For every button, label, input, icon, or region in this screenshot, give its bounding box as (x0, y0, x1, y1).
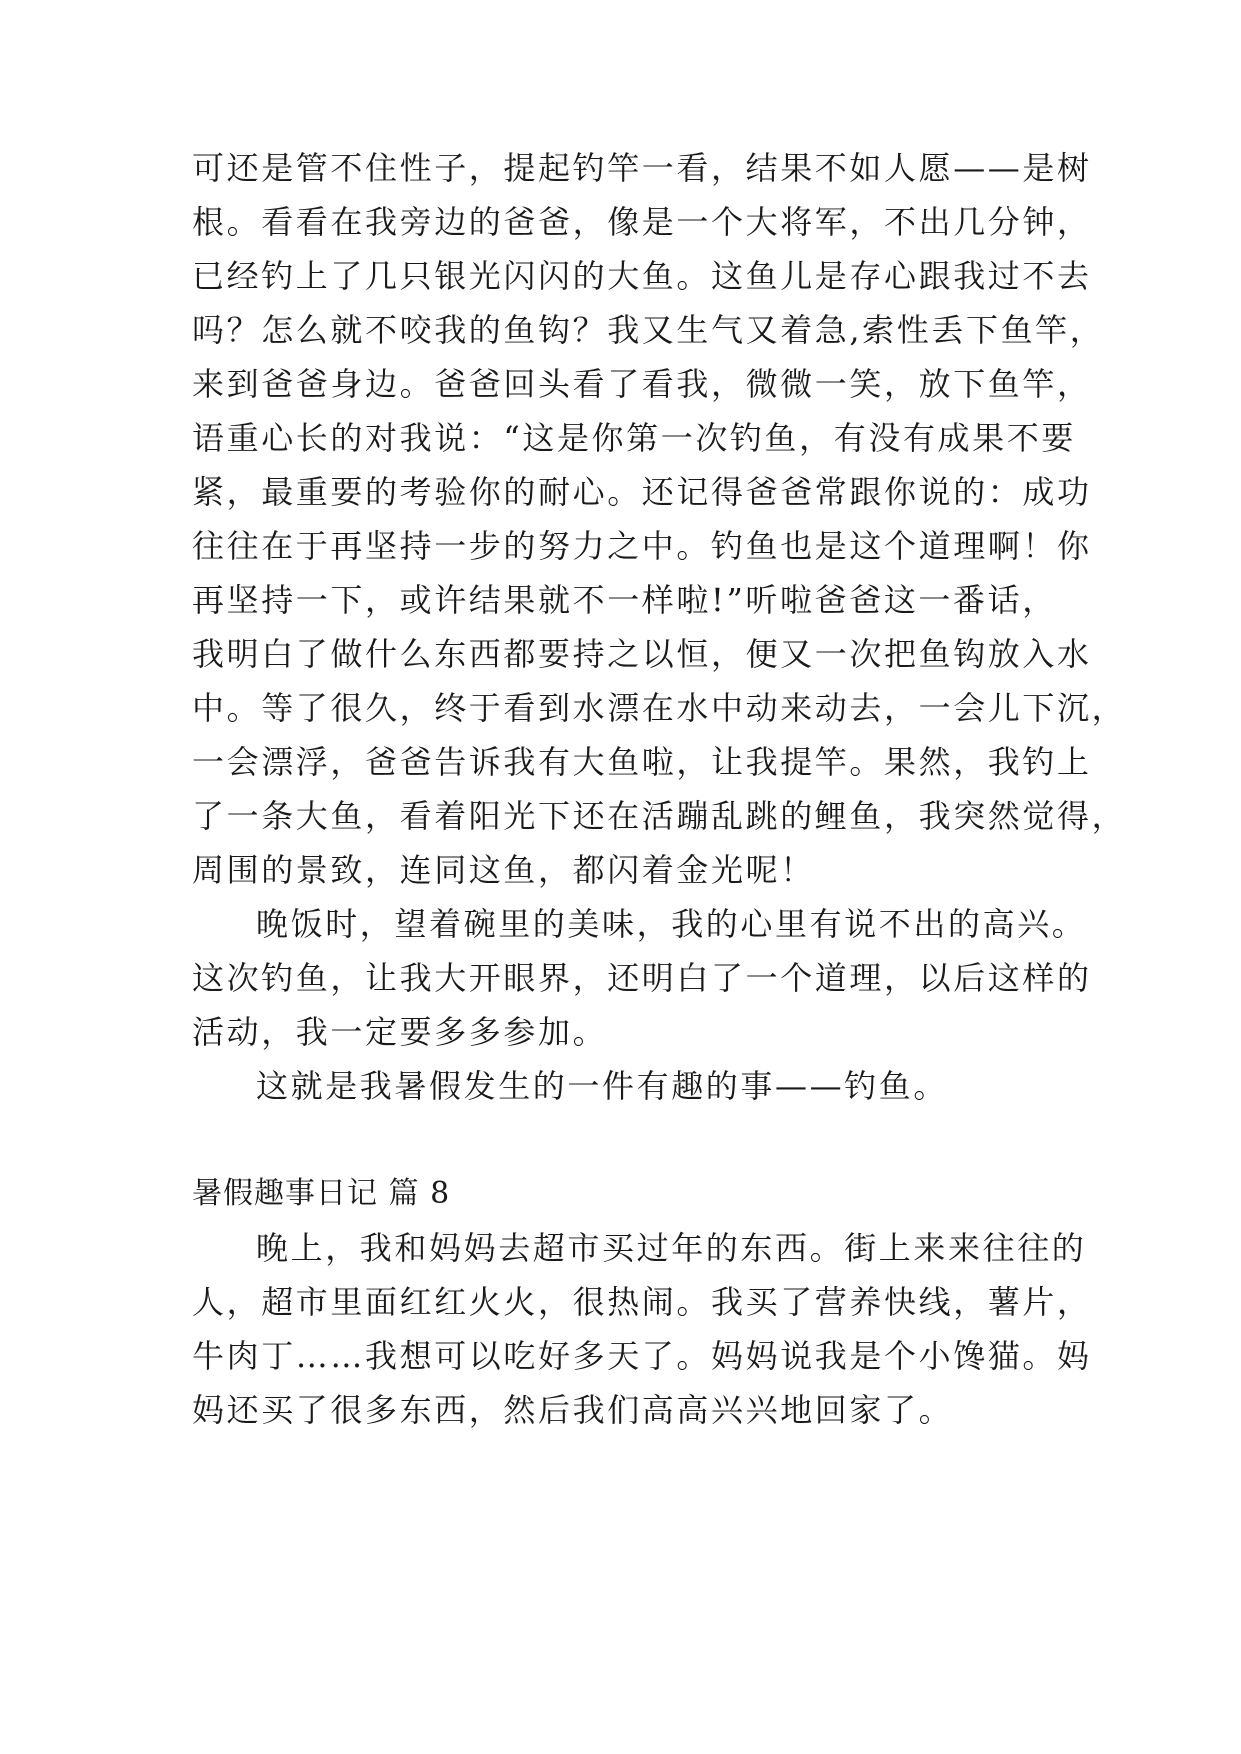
body-text-line: 语重心长的对我说：“这是你第一次钓鱼，有没有成果不要 (192, 419, 1076, 457)
body-text-line: 活动，我一定要多多参加。 (192, 1013, 608, 1051)
paragraph-first-line: 晚上，我和妈妈去超市买过年的东西。街上来来往往的 (256, 1229, 1087, 1267)
body-text-line: 吗？怎么就不咬我的鱼钩？我又生气又着急,索性丢下鱼竿， (192, 311, 1105, 349)
body-text-line: 已经钓上了几只银光闪闪的大鱼。这鱼儿是存心跟我过不去 (192, 257, 1092, 295)
body-text-line: 根。看看在我旁边的爸爸，像是一个大将军，不出几分钟， (192, 203, 1092, 241)
body-text-line: 一会漂浮，爸爸告诉我有大鱼啦，让我提竿。果然，我钓上 (192, 743, 1092, 781)
body-text-line: 这次钓鱼，让我大开眼界，还明白了一个道理，以后这样的 (192, 959, 1092, 997)
body-text-line: 再坚持一下，或许结果就不一样啦!”听啦爸爸这一番话， (192, 581, 1057, 619)
body-text-line: 紧，最重要的考验你的耐心。还记得爸爸常跟你说的：成功 (192, 473, 1092, 511)
body-text-line: 妈还买了很多东西，然后我们高高兴兴地回家了。 (192, 1391, 954, 1429)
section-heading: 暑假趣事日记 篇 8 (192, 1176, 451, 1211)
paragraph-first-line: 这就是我暑假发生的一件有趣的事——钓鱼。 (256, 1067, 949, 1105)
body-text-line: 牛肉丁……我想可以吃好多天了。妈妈说我是个小馋猫。妈 (192, 1337, 1092, 1375)
body-text-line: 中。等了很久，终于看到水漂在水中动来动去，一会儿下沉， (192, 689, 1127, 727)
body-text-line: 来到爸爸身边。爸爸回头看了看我，微微一笑，放下鱼竿， (192, 365, 1092, 403)
paragraph-first-line: 晚饭时，望着碗里的美味，我的心里有说不出的高兴。 (256, 905, 1087, 943)
body-text-line: 往往在于再坚持一步的努力之中。钓鱼也是这个道理啊！你 (192, 527, 1092, 565)
body-text-line: 了一条大鱼，看着阳光下还在活蹦乱跳的鲤鱼，我突然觉得， (192, 797, 1127, 835)
body-text-line: 我明白了做什么东西都要持之以恒，便又一次把鱼钩放入水 (192, 635, 1092, 673)
body-text-line: 人，超市里面红红火火，很热闹。我买了营养快线，薯片， (192, 1283, 1092, 1321)
body-text-line: 周围的景致，连同这鱼，都闪着金光呢！ (192, 851, 815, 889)
body-text-line: 可还是管不住性子，提起钓竿一看，结果不如人愿——是树 (192, 149, 1092, 187)
